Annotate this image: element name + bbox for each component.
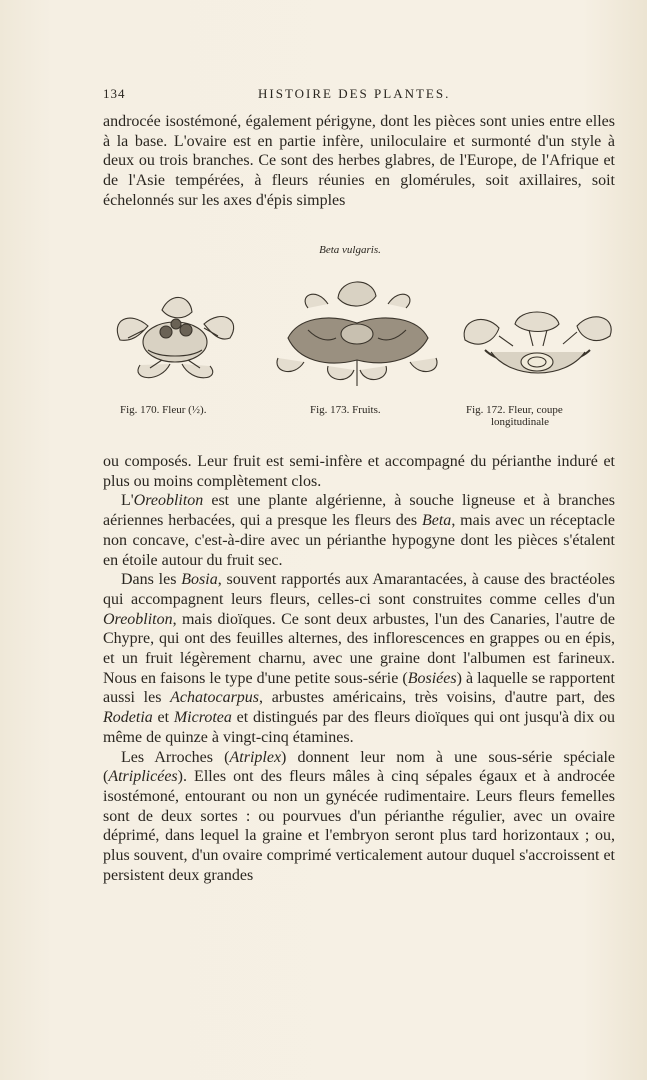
p3-text-1: , souvent rapportés aux Amarantacées, à cause des bractéoles qui accompagnent leurs fleurs, celles-ci sont construites comme celles d'un bbox=[103, 571, 615, 608]
p2-text-0: L' bbox=[121, 492, 134, 510]
running-header bbox=[103, 86, 615, 106]
p3-text-2: , mais dioïques. Ce sont deux arbustes, l'un des Canaries, l'autre de Chypre, qui ont des feuilles alternes, des inflorescences en grappes ou en épis, et un fruit légèrement charnu, avec une graine dont l'albumen est farineux. Nous en faisons le type d'une petite sous-série ( bbox=[103, 610, 615, 687]
p2-text-2: , mais avec un réceptacle non concave, c'est-à-dire avec un périanthe hypogyne dont les pièces s'étalent en étoile autour du fruit sec. bbox=[103, 512, 615, 569]
main-text bbox=[103, 452, 615, 885]
paragraph-3 bbox=[103, 570, 615, 747]
flower-illustration bbox=[100, 280, 250, 390]
running-title: HISTOIRE DES PLANTES. bbox=[258, 86, 451, 101]
paragraph-1: ou composés. Leur fruit est semi-infère et accompagné du périanthe induré et plus ou moins complètement clos. bbox=[103, 453, 615, 490]
p3-text-3: ) à laquelle se rapportent aussi les bbox=[103, 669, 616, 707]
page-number: 134 bbox=[103, 86, 126, 101]
genus-achatocarpus: Achatocarpus bbox=[170, 689, 260, 707]
subseries-bosiees: Bosiées bbox=[407, 669, 457, 687]
p3-text-6: et distingués par des fleurs dioïques qui ont jusqu'à dix ou même de quinze à vingt-cinq étamines. bbox=[103, 709, 616, 746]
genus-rodetia: Rodetia bbox=[103, 709, 153, 727]
figure-172-caption bbox=[466, 404, 606, 428]
paragraph-4 bbox=[103, 748, 615, 886]
figure-group-title: Beta vulgaris. bbox=[319, 244, 381, 256]
fruits-illustration bbox=[268, 268, 446, 393]
genus-oreobliton-2: Oreobliton bbox=[103, 610, 173, 628]
subseries-atriplicees: Atriplicées bbox=[108, 768, 178, 786]
figure-173-caption: Fig. 173. Fruits. bbox=[310, 404, 381, 416]
genus-atriplex: Atriplex bbox=[229, 748, 282, 766]
p3-text-4: , arbustes américains, très voisins, d'autre part, des bbox=[259, 689, 616, 707]
flower-section-illustration bbox=[455, 300, 620, 395]
paragraph-2 bbox=[103, 491, 615, 570]
p3-text-0: Dans les bbox=[121, 571, 182, 589]
p2-text-1: est une plante algérienne, à souche ligneuse et à branches aériennes herbacées, qui a presque les fleurs des bbox=[103, 492, 615, 530]
genus-oreobliton: Oreobliton bbox=[133, 492, 204, 510]
figure-172-caption-line2: longitudinale bbox=[491, 416, 550, 428]
genus-bosia: Bosia bbox=[181, 571, 218, 589]
p4-text-1: ) donnent leur nom à une sous-série spéciale ( bbox=[103, 748, 616, 786]
paragraph-continued bbox=[103, 112, 615, 211]
genus-microtea: Microtea bbox=[173, 709, 232, 727]
figure-170-caption: Fig. 170. Fleur (½). bbox=[120, 404, 207, 416]
p3-text-5: et bbox=[152, 709, 174, 727]
p4-text-2: ). Elles ont des fleurs mâles à cinq sépales égaux et à androcée isostémoné, entourant ou non un gynécée rudimentaire. Leurs fleurs femelles sont de deux sortes : ou pourvues d'un périanthe régulier, avec un ovaire déprimé, dans lequel la graine et l'embryon seront plus tard horizontaux ; ou, plus souvent, d'un ovaire comprimé verticalement autour duquel s'accroissent et persistent deux grandes bbox=[103, 768, 615, 884]
genus-beta: Beta bbox=[421, 512, 452, 530]
p4-text-0: Les Arroches ( bbox=[121, 748, 230, 766]
paragraph-top-text: androcée isostémoné, également périgyne, dont les pièces sont unies entre elles à la base. L'ovaire est en partie infère, uniloculaire et surmonté d'un style à deux ou trois branches. Ce sont des herbes glabres, de l'Europe, de l'Afrique et de l'Asie tempérées, à fleurs réunies en glomérules, soit axillaires, soit échelonnés sur les axes d'épis simples bbox=[103, 113, 615, 209]
figure-172-caption-line1: Fig. 172. Fleur, coupe bbox=[466, 404, 563, 416]
